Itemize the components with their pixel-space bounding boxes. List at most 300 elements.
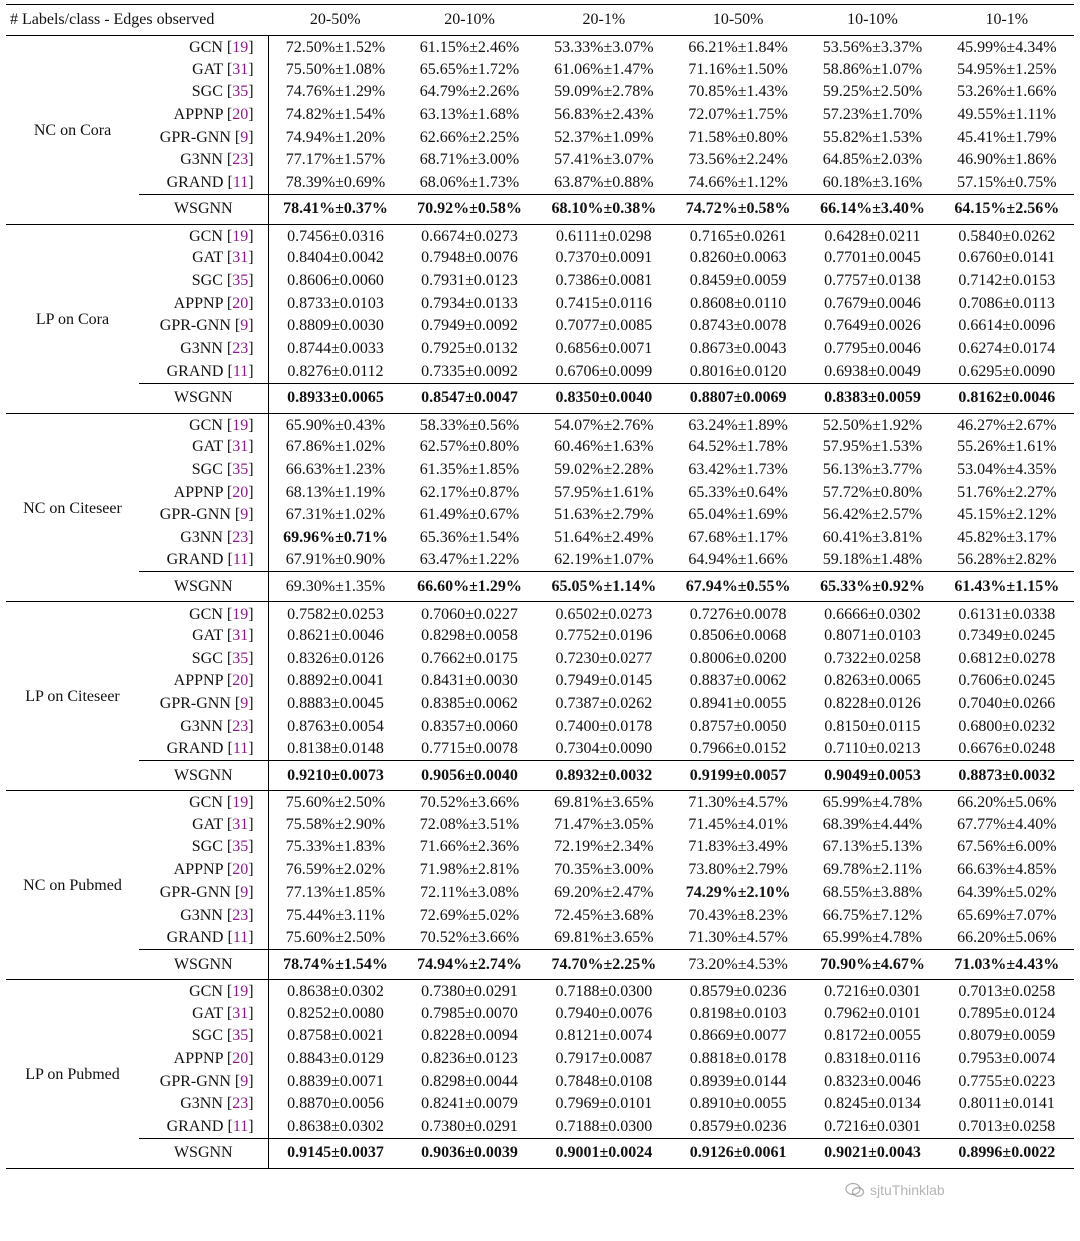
table-row (6, 126, 1074, 149)
citation-link[interactable]: 20 (232, 861, 249, 879)
citation-link[interactable]: 20 (232, 1049, 249, 1067)
value-cell: 74.76%±1.29% (285, 83, 386, 101)
value-cell: 72.69%±5.02% (419, 906, 520, 924)
ours-value-cell: 0.8547±0.0047 (402, 383, 536, 413)
method-name: APPNP (173, 105, 223, 123)
citation-link[interactable]: 31 (232, 815, 249, 833)
method-cell: GCN [19] (139, 602, 268, 625)
value-cell: 65.99%±4.78% (822, 928, 923, 946)
value-cell: 0.8079±0.0059 (958, 1027, 1056, 1045)
value-cell: 67.31%±1.02% (285, 506, 386, 524)
value-cell: 66.20%±5.06% (957, 928, 1057, 946)
value-cell: 72.07%±1.75% (688, 105, 788, 123)
citation-link[interactable]: 31 (232, 60, 249, 78)
value-cell: 70.43%±8.23% (688, 906, 788, 924)
table-row (6, 270, 1074, 293)
table-row (6, 602, 1074, 625)
value-cell: 70.52%±3.66% (419, 794, 520, 812)
citation-link[interactable]: 11 (232, 1117, 249, 1135)
method-cell: G3NN [23] (139, 1093, 268, 1116)
method-cell: GPR-GNN [9] (139, 882, 268, 905)
citation-link[interactable]: 19 (232, 416, 249, 434)
value-cell: 0.7966±0.0152 (689, 740, 787, 758)
value-cell: 63.87%±0.88% (554, 173, 654, 191)
value-cell: 0.7969±0.0101 (555, 1095, 653, 1113)
method-name: SGC (191, 1027, 223, 1045)
value-cell: 0.7415±0.0116 (555, 294, 652, 312)
method-cell: GAT [31] (139, 813, 268, 836)
table-row (6, 882, 1074, 905)
ours-value-cell: 70.92%±0.58% (402, 194, 536, 224)
value-cell: 0.7335±0.0092 (421, 362, 518, 380)
value-cell: 0.7304±0.0090 (555, 740, 653, 758)
value-cell: 51.63%±2.79% (554, 506, 654, 524)
value-cell: 0.8011±0.0141 (958, 1095, 1055, 1113)
value-cell: 45.99%±4.34% (957, 39, 1057, 57)
value-cell: 0.8071±0.0103 (824, 626, 921, 644)
value-cell: 0.8638±0.0302 (287, 1117, 384, 1135)
citation-link[interactable]: 23 (232, 528, 249, 546)
citation-link[interactable]: 9 (240, 128, 249, 146)
method-name: G3NN (180, 340, 223, 358)
ours-value-cell: 0.9001±0.0024 (537, 1138, 671, 1168)
citation-link[interactable]: 11 (232, 362, 249, 380)
method-name: GCN (189, 794, 223, 812)
method-name: GAT (192, 815, 223, 833)
value-cell: 68.13%±1.19% (285, 483, 386, 501)
ours-method-name: WSGNN (139, 1138, 268, 1168)
value-cell: 0.8326±0.0126 (287, 649, 384, 667)
ours-method-name: WSGNN (139, 572, 268, 602)
ours-value-cell: 0.9056±0.0040 (402, 761, 536, 791)
value-cell: 56.83%±2.43% (554, 105, 654, 123)
value-cell: 0.7925±0.0132 (421, 340, 518, 358)
method-cell: GRAND [11] (139, 549, 268, 572)
value-cell: 62.19%±1.07% (554, 551, 654, 569)
table-row (6, 1093, 1074, 1116)
value-cell: 70.35%±3.00% (554, 861, 654, 879)
ours-value-cell: 0.8162±0.0046 (940, 383, 1074, 413)
value-cell: 77.13%±1.85% (285, 883, 386, 901)
value-cell: 65.90%±0.43% (285, 416, 386, 434)
value-cell: 0.6760±0.0141 (958, 249, 1056, 267)
value-cell: 0.8579±0.0236 (689, 983, 787, 1001)
method-name: APPNP (173, 861, 223, 879)
value-cell: 0.8245±0.0134 (824, 1095, 921, 1113)
value-cell: 74.66%±1.12% (688, 173, 788, 191)
value-cell: 57.41%±3.07% (554, 151, 654, 169)
value-cell: 0.7679±0.0046 (824, 294, 921, 312)
value-cell: 72.11%±3.08% (420, 883, 519, 901)
value-cell: 0.7086±0.0113 (958, 294, 1055, 312)
citation-link[interactable]: 9 (240, 695, 249, 713)
value-cell: 75.33%±1.83% (285, 838, 386, 856)
ours-value-cell: 0.9199±0.0057 (671, 761, 805, 791)
table-row (6, 904, 1074, 927)
citation-link[interactable]: 9 (240, 883, 249, 901)
value-cell: 64.79%±2.26% (419, 83, 520, 101)
value-cell: 65.65%±1.72% (419, 60, 520, 78)
method-name: GPR-GNN (159, 883, 231, 901)
method-cell: G3NN [23] (139, 338, 268, 361)
citation-link[interactable]: 23 (232, 906, 249, 924)
table-row (6, 36, 1074, 59)
value-cell: 0.6111±0.0298 (556, 227, 652, 245)
table-row (6, 927, 1074, 950)
value-cell: 0.8939±0.0144 (689, 1072, 787, 1090)
ours-method-name: WSGNN (139, 761, 268, 791)
method-cell: GRAND [11] (139, 360, 268, 383)
value-cell: 0.8252±0.0080 (287, 1004, 384, 1022)
value-cell: 0.8138±0.0148 (287, 740, 384, 758)
value-cell: 0.7795±0.0046 (824, 340, 921, 358)
value-cell: 0.6295±0.0090 (958, 362, 1056, 380)
ours-value-cell: 0.8932±0.0032 (537, 761, 671, 791)
value-cell: 0.6812±0.0278 (958, 649, 1056, 667)
value-cell: 45.15%±2.12% (957, 506, 1057, 524)
method-name: GAT (192, 626, 223, 644)
method-cell: GRAND [11] (139, 1116, 268, 1139)
method-cell: APPNP [20] (139, 1048, 268, 1071)
citation-link[interactable]: 31 (232, 438, 249, 456)
value-cell: 75.50%±1.08% (285, 60, 386, 78)
value-cell: 66.21%±1.84% (688, 39, 788, 57)
ours-value-cell: 0.8350±0.0040 (537, 383, 671, 413)
citation-link[interactable]: 19 (232, 227, 249, 245)
value-cell: 62.66%±2.25% (419, 128, 520, 146)
method-cell: GCN [19] (139, 413, 268, 436)
value-cell: 67.77%±4.40% (957, 815, 1057, 833)
table-row (6, 224, 1074, 247)
value-cell: 0.7456±0.0316 (287, 227, 384, 245)
method-cell: GCN [19] (139, 980, 268, 1003)
column-header: 10-10% (805, 5, 939, 36)
value-cell: 0.7040±0.0266 (958, 695, 1056, 713)
ours-value-cell: 0.8807±0.0069 (671, 383, 805, 413)
citation-link[interactable]: 20 (232, 672, 249, 690)
ours-value-cell: 0.9036±0.0039 (402, 1138, 536, 1168)
value-cell: 65.99%±4.78% (822, 794, 923, 812)
value-cell: 65.36%±1.54% (419, 528, 520, 546)
table-row (6, 859, 1074, 882)
value-cell: 57.72%±0.80% (822, 483, 923, 501)
value-cell: 45.41%±1.79% (957, 128, 1057, 146)
method-name: GAT (192, 438, 223, 456)
method-cell: G3NN [23] (139, 904, 268, 927)
table-row (6, 1070, 1074, 1093)
value-cell: 62.57%±0.80% (419, 438, 520, 456)
citation-link[interactable]: 23 (232, 151, 249, 169)
value-cell: 0.7077±0.0085 (555, 317, 653, 335)
ours-value-cell: 65.05%±1.14% (537, 572, 671, 602)
value-cell: 67.91%±0.90% (285, 551, 386, 569)
citation-link[interactable]: 31 (232, 249, 249, 267)
table-row (6, 81, 1074, 104)
value-cell: 69.81%±3.65% (554, 928, 654, 946)
table-row (6, 670, 1074, 693)
table-row (6, 58, 1074, 81)
citation-link[interactable]: 11 (232, 740, 249, 758)
ours-value-cell: 73.20%±4.53% (671, 950, 805, 980)
citation-link[interactable]: 35 (232, 838, 249, 856)
value-cell: 55.26%±1.61% (957, 438, 1057, 456)
value-cell: 0.7380±0.0291 (421, 983, 518, 1001)
value-cell: 0.7582±0.0253 (287, 605, 384, 623)
value-cell: 73.80%±2.79% (688, 861, 788, 879)
method-name: G3NN (180, 1095, 223, 1113)
table-row (6, 413, 1074, 436)
value-cell: 0.8743±0.0078 (689, 317, 787, 335)
value-cell: 0.8385±0.0062 (421, 695, 518, 713)
citation-link[interactable]: 20 (232, 105, 249, 123)
method-cell: GAT [31] (139, 1002, 268, 1025)
value-cell: 0.7216±0.0301 (824, 983, 921, 1001)
value-cell: 0.7755±0.0223 (958, 1072, 1056, 1090)
value-cell: 0.7949±0.0145 (555, 672, 653, 690)
value-cell: 55.82%±1.53% (822, 128, 923, 146)
method-name: GPR-GNN (159, 1072, 231, 1090)
value-cell: 59.09%±2.78% (554, 83, 654, 101)
citation-link[interactable]: 9 (240, 317, 249, 335)
value-cell: 77.17%±1.57% (285, 151, 386, 169)
value-cell: 0.7848±0.0108 (555, 1072, 653, 1090)
citation-link[interactable]: 19 (232, 794, 249, 812)
watermark (845, 1178, 1045, 1202)
value-cell: 0.7386±0.0081 (555, 272, 653, 290)
value-cell: 62.17%±0.87% (419, 483, 520, 501)
method-cell: SGC [35] (139, 647, 268, 670)
method-cell: GCN [19] (139, 36, 268, 59)
task-label: NC on Pubmed (6, 791, 139, 980)
value-cell: 64.85%±2.03% (822, 151, 923, 169)
method-cell: SGC [35] (139, 459, 268, 482)
value-cell: 0.6614±0.0096 (958, 317, 1056, 335)
value-cell: 0.8883±0.0045 (287, 695, 384, 713)
method-name: GRAND (166, 551, 224, 569)
table-row (6, 715, 1074, 738)
ours-value-cell: 66.60%±1.29% (402, 572, 536, 602)
column-header: 20-50% (268, 5, 402, 36)
value-cell: 54.95%±1.25% (957, 60, 1057, 78)
method-cell: GAT [31] (139, 58, 268, 81)
ours-value-cell: 65.33%±0.92% (805, 572, 939, 602)
value-cell: 0.6706±0.0099 (555, 362, 653, 380)
method-name: SGC (191, 272, 223, 290)
method-name: GRAND (166, 740, 224, 758)
value-cell: 51.76%±2.27% (957, 483, 1057, 501)
value-cell: 63.47%±1.22% (419, 551, 520, 569)
value-cell: 61.06%±1.47% (554, 60, 654, 78)
method-cell: G3NN [23] (139, 715, 268, 738)
table-row (6, 292, 1074, 315)
value-cell: 0.8733±0.0103 (287, 294, 384, 312)
method-cell: GPR-GNN [9] (139, 693, 268, 716)
table-row (6, 980, 1074, 1003)
table-row (6, 549, 1074, 572)
value-cell: 0.7962±0.0101 (824, 1004, 921, 1022)
method-name: GCN (189, 416, 223, 434)
citation-link[interactable]: 9 (240, 506, 249, 524)
value-cell: 52.37%±1.09% (554, 128, 654, 146)
value-cell: 64.52%±1.78% (688, 438, 788, 456)
table-row (6, 791, 1074, 814)
citation-link[interactable]: 20 (232, 294, 249, 312)
value-cell: 0.8318±0.0116 (824, 1049, 921, 1067)
ours-value-cell: 0.9049±0.0053 (805, 761, 939, 791)
citation-link[interactable]: 20 (232, 483, 249, 501)
value-cell: 0.8758±0.0021 (287, 1027, 384, 1045)
citation-link[interactable]: 35 (232, 1027, 249, 1045)
table-row (6, 527, 1074, 550)
value-cell: 65.04%±1.69% (688, 506, 788, 524)
value-cell: 56.42%±2.57% (822, 506, 923, 524)
value-cell: 71.30%±4.57% (688, 794, 788, 812)
value-cell: 53.26%±1.66% (957, 83, 1057, 101)
citation-link[interactable]: 11 (232, 551, 249, 569)
table-row (6, 647, 1074, 670)
table-row (6, 360, 1074, 383)
value-cell: 0.7188±0.0300 (555, 983, 653, 1001)
value-cell: 71.58%±0.80% (688, 128, 788, 146)
value-cell: 57.95%±1.53% (822, 438, 923, 456)
column-header: 10-1% (940, 5, 1074, 36)
value-cell: 0.8669±0.0077 (689, 1027, 787, 1045)
ours-value-cell: 70.90%±4.67% (805, 950, 939, 980)
value-cell: 67.13%±5.13% (822, 838, 923, 856)
column-header: 20-10% (402, 5, 536, 36)
method-name: GPR-GNN (159, 506, 231, 524)
value-cell: 57.95%±1.61% (554, 483, 654, 501)
value-cell: 0.8228±0.0094 (421, 1027, 518, 1045)
table-row (6, 738, 1074, 761)
value-cell: 0.7931±0.0123 (421, 272, 518, 290)
method-name: APPNP (173, 294, 223, 312)
value-cell: 75.58%±2.90% (285, 815, 386, 833)
value-cell: 0.7188±0.0300 (555, 1117, 653, 1135)
watermark-text: sjtuThinklab (870, 1182, 945, 1198)
citation-link[interactable]: 11 (232, 928, 249, 946)
citation-link[interactable]: 23 (232, 717, 249, 735)
method-name: GCN (189, 227, 223, 245)
value-cell: 0.7400±0.0178 (555, 717, 653, 735)
value-cell: 67.68%±1.17% (688, 528, 788, 546)
value-cell: 0.8198±0.0103 (689, 1004, 787, 1022)
table-row (6, 625, 1074, 648)
ours-method-name: WSGNN (139, 950, 268, 980)
value-cell: 0.8673±0.0043 (689, 340, 787, 358)
method-name: GPR-GNN (159, 317, 231, 335)
value-cell: 0.7322±0.0258 (824, 649, 921, 667)
header-row (6, 5, 1074, 36)
task-label: NC on Citeseer (6, 413, 139, 602)
ours-value-cell: 0.9021±0.0043 (805, 1138, 939, 1168)
method-cell: GPR-GNN [9] (139, 315, 268, 338)
citation-link[interactable]: 35 (232, 83, 249, 101)
value-cell: 66.63%±1.23% (285, 460, 386, 478)
value-cell: 0.8606±0.0060 (287, 272, 384, 290)
value-cell: 0.8621±0.0046 (287, 626, 384, 644)
value-cell: 60.41%±3.81% (822, 528, 923, 546)
citation-link[interactable]: 31 (232, 1004, 249, 1022)
method-cell: APPNP [20] (139, 670, 268, 693)
method-name: G3NN (180, 906, 223, 924)
citation-link[interactable]: 19 (232, 605, 249, 623)
citation-link[interactable]: 35 (232, 460, 249, 478)
value-cell: 0.7917±0.0087 (555, 1049, 653, 1067)
value-cell: 61.49%±0.67% (419, 506, 520, 524)
value-cell: 54.07%±2.76% (554, 416, 654, 434)
citation-link[interactable]: 31 (232, 626, 249, 644)
ours-value-cell: 78.41%±0.37% (268, 194, 402, 224)
method-cell: GPR-GNN [9] (139, 126, 268, 149)
value-cell: 71.83%±3.49% (688, 838, 788, 856)
value-cell: 0.8870±0.0056 (287, 1095, 384, 1113)
value-cell: 78.39%±0.69% (285, 173, 386, 191)
ours-value-cell: 0.9145±0.0037 (268, 1138, 402, 1168)
citation-link[interactable]: 9 (240, 1072, 249, 1090)
method-cell: SGC [35] (139, 81, 268, 104)
ours-value-cell: 69.30%±1.35% (268, 572, 402, 602)
value-cell: 59.25%±2.50% (822, 83, 923, 101)
value-cell: 53.56%±3.37% (822, 39, 923, 57)
value-cell: 63.13%±1.68% (419, 105, 520, 123)
value-cell: 0.7165±0.0261 (689, 227, 787, 245)
method-cell: APPNP [20] (139, 104, 268, 127)
citation-link[interactable]: 23 (232, 340, 249, 358)
citation-link[interactable]: 11 (232, 173, 249, 191)
table-row (6, 836, 1074, 859)
value-cell: 65.69%±7.07% (957, 906, 1057, 924)
value-cell: 0.8357±0.0060 (421, 717, 518, 735)
value-cell: 0.7757±0.0138 (824, 272, 921, 290)
value-cell: 0.8323±0.0046 (824, 1072, 921, 1090)
method-cell: GRAND [11] (139, 738, 268, 761)
citation-link[interactable]: 19 (232, 39, 249, 57)
value-cell: 0.8843±0.0129 (287, 1049, 384, 1067)
value-cell: 56.28%±2.82% (957, 551, 1057, 569)
method-name: GRAND (166, 173, 224, 191)
citation-link[interactable]: 19 (232, 983, 249, 1001)
method-name: GPR-GNN (159, 695, 231, 713)
value-cell: 0.7013±0.0258 (958, 1117, 1056, 1135)
method-name: GRAND (166, 362, 224, 380)
value-cell: 0.6274±0.0174 (958, 340, 1056, 358)
method-cell: GCN [19] (139, 224, 268, 247)
value-cell: 0.8298±0.0044 (421, 1072, 518, 1090)
value-cell: 0.7606±0.0245 (958, 672, 1056, 690)
value-cell: 74.94%±1.20% (285, 128, 386, 146)
method-cell: SGC [35] (139, 270, 268, 293)
task-label: NC on Cora (6, 36, 139, 225)
method-cell: G3NN [23] (139, 527, 268, 550)
task-label: LP on Pubmed (6, 980, 139, 1169)
value-cell: 68.55%±3.88% (822, 883, 923, 901)
method-cell: GCN [19] (139, 791, 268, 814)
wechat-icon (845, 1182, 865, 1198)
value-cell: 53.33%±3.07% (554, 39, 654, 57)
method-name: GPR-GNN (159, 128, 231, 146)
method-cell: GRAND [11] (139, 172, 268, 195)
citation-link[interactable]: 35 (232, 649, 249, 667)
value-cell: 75.60%±2.50% (285, 794, 386, 812)
citation-link[interactable]: 35 (232, 272, 249, 290)
value-cell: 0.7380±0.0291 (421, 1117, 518, 1135)
value-cell: 0.8892±0.0041 (287, 672, 384, 690)
method-cell: APPNP [20] (139, 481, 268, 504)
citation-link[interactable]: 23 (232, 1095, 249, 1113)
ours-value-cell: 0.8873±0.0032 (940, 761, 1074, 791)
table-row (6, 693, 1074, 716)
